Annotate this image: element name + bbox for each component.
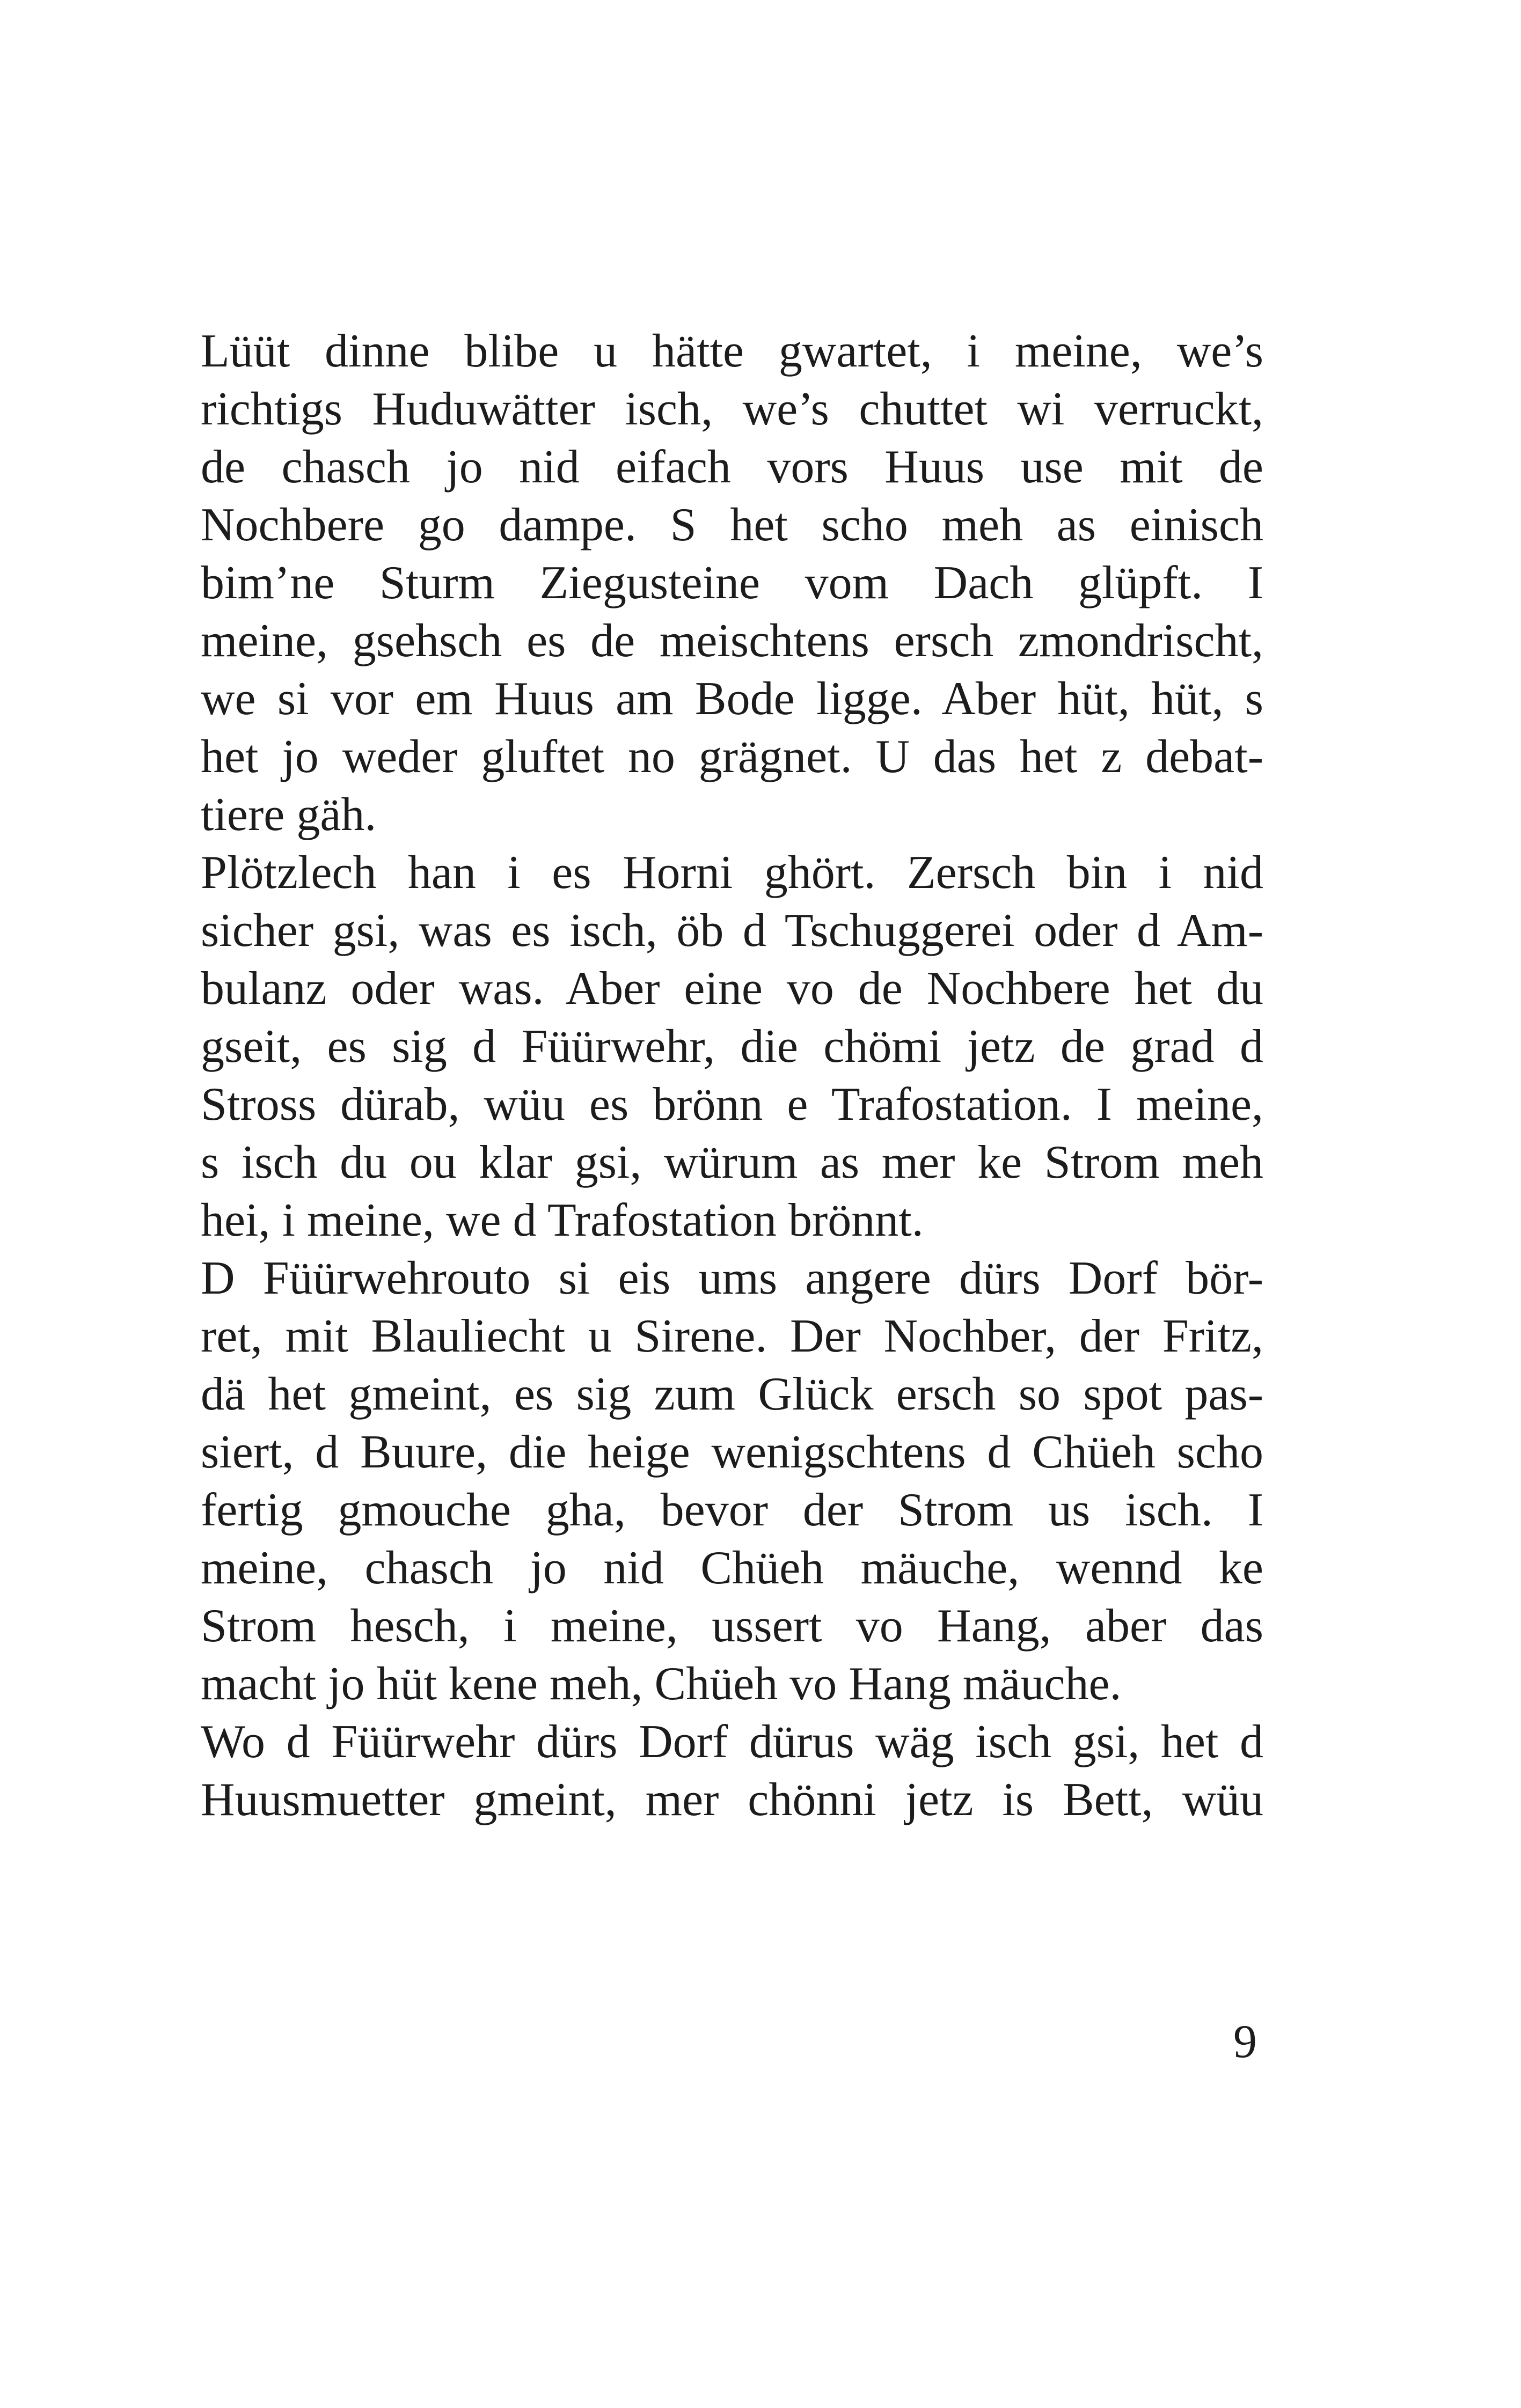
text-line: Lüüt dinne blibe u hätte gwartet, i meine, we’s — [201, 325, 1263, 377]
text-line: Stross dürab, wüu es brönn e Trafostation. I meine, — [201, 1078, 1263, 1130]
text-line: Nochbere go dampe. S het scho meh as einisch — [201, 499, 1263, 551]
text-line: richtigs Huduwätter isch, we’s chuttet wi verruckt, — [201, 383, 1263, 435]
text-line: de chasch jo nid eifach vors Huus use mit de — [201, 441, 1263, 493]
page-number: 9 — [1233, 2016, 1257, 2068]
text-line: hei, i meine, we d Trafostation brönnt. — [201, 1194, 924, 1246]
text-line: tiere gäh. — [201, 789, 377, 841]
text-line: meine, chasch jo nid Chüeh mäuche, wennd ke — [201, 1542, 1263, 1594]
text-line: dä het gmeint, es sig zum Glück ersch so spot pas- — [201, 1368, 1263, 1420]
text-line: gseit, es sig d Füürwehr, die chömi jetz de grad d — [201, 1021, 1263, 1073]
text-line: D Füürwehrouto si eis ums angere dürs Dorf bör- — [201, 1252, 1263, 1304]
text-line: s isch du ou klar gsi, würum as mer ke Strom meh — [201, 1136, 1263, 1188]
text-line: sicher gsi, was es isch, öb d Tschuggerei oder d Am- — [201, 905, 1263, 957]
text-line: Strom hesch, i meine, ussert vo Hang, aber das — [201, 1600, 1263, 1652]
text-line: ret, mit Blauliecht u Sirene. Der Nochber, der Fritz, — [201, 1310, 1263, 1362]
text-line: bim’ne Sturm Ziegusteine vom Dach glüpft. I — [201, 557, 1263, 609]
text-line: Wo d Füürwehr dürs Dorf dürus wäg isch gsi, het d — [201, 1716, 1263, 1768]
text-line: siert, d Buure, die heige wenigschtens d Chüeh scho — [201, 1426, 1263, 1478]
text-line: macht jo hüt kene meh, Chüeh vo Hang mäuche. — [201, 1658, 1122, 1710]
text-line: bulanz oder was. Aber eine vo de Nochbere het du — [201, 963, 1263, 1015]
body-text — [201, 322, 1263, 1829]
text-line: Plötzlech han i es Horni ghört. Zersch bin i nid — [201, 847, 1263, 899]
text-line: fertig gmouche gha, bevor der Strom us isch. I — [201, 1484, 1263, 1536]
text-line: meine, gsehsch es de meischtens ersch zmondrischt, — [201, 615, 1263, 667]
text-line: we si vor em Huus am Bode ligge. Aber hüt, hüt, s — [201, 673, 1263, 725]
text-line: Huusmuetter gmeint, mer chönni jetz is Bett, wüu — [201, 1774, 1263, 1826]
text-line: het jo weder gluftet no grägnet. U das het z debat- — [201, 731, 1263, 783]
